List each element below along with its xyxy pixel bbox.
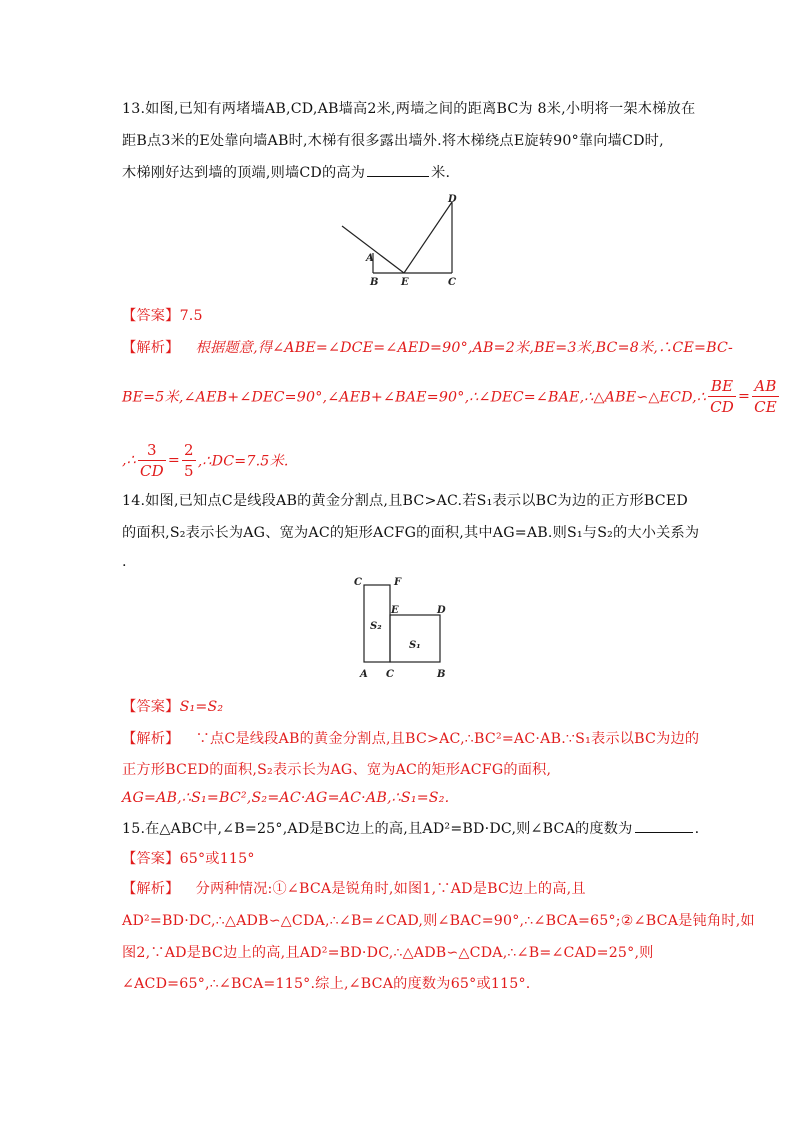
q15-text-line-1 (122, 818, 699, 838)
equals-sign: = (167, 452, 180, 469)
q13-analysis-line-1 (122, 337, 733, 357)
q14-text-line-1: 14.如图,已知点C是线段AB的黄金分割点,且BC>AC.若S₁表示以BC为边的正方形BCED (122, 493, 688, 509)
answer-value: S₁=S₂ (179, 699, 224, 715)
label-e: E (391, 605, 399, 616)
answer-blank (367, 164, 429, 177)
analysis-tag: 【解析】 (122, 731, 180, 747)
fraction-denominator: CD (710, 398, 734, 416)
fraction-numerator: BE (708, 376, 736, 397)
answer-tag: 【答案】 (122, 308, 180, 324)
q14-figure (350, 575, 460, 685)
q15-analysis-line-4: ∠ACD=65°,∴∠BCA=115°.综上,∠BCA的度数为65°或115°. (122, 976, 531, 992)
q13-text-line-3-post: 米. (431, 165, 451, 181)
label-a: A (360, 669, 368, 680)
label-b: B (370, 277, 379, 288)
fraction-numerator: 2 (183, 441, 194, 459)
answer-tag: 【答案】 (122, 699, 180, 715)
answer-tag: 【答案】 (122, 851, 180, 867)
equals-sign: = (737, 388, 751, 405)
label-d: D (448, 194, 457, 205)
label-b: B (437, 669, 446, 680)
label-c: C (448, 277, 456, 288)
label-c-top: C (354, 577, 362, 588)
fraction-2-5 (182, 440, 196, 481)
answer-value: 65°或115° (179, 851, 255, 867)
fraction-numerator: 3 (138, 440, 166, 461)
fraction-numerator: AB (752, 376, 779, 397)
q14-analysis-line-2: 正方形BCED的面积,S₂表示长为AG、宽为AC的矩形ACFG的面积, (122, 762, 552, 778)
answer-blank (635, 820, 693, 833)
analysis-tag: 【解析】 (122, 881, 180, 897)
q14-text-line-3: . (122, 554, 127, 570)
analysis-text: ∵点C是线段AB的黄金分割点,且BC>AC,∴BC²=AC·AB.∵S₁表示以BC为边的 (195, 731, 700, 747)
fraction-be-cd (708, 376, 736, 417)
label-s2: S₂ (370, 621, 382, 632)
q13-analysis-line-2 (122, 376, 781, 417)
analysis-text: 分两种情况:①∠BCA是锐角时,如图1,∵AD是BC边上的高,且 (195, 881, 586, 897)
label-d: D (437, 605, 446, 616)
q13-analysis-line-3 (122, 440, 289, 481)
analysis-text: ,∴ (122, 452, 136, 469)
q14-analysis-line-1 (122, 728, 699, 748)
analysis-text: ,∴DC=7.5米. (197, 453, 289, 470)
analysis-text: 根据题意,得∠ABE=∠DCE=∠AED=90°,AB=2米,BE=3米,BC=8米,∴CE=BC- (195, 340, 734, 356)
q15-text-post: . (694, 821, 700, 837)
q15-answer (122, 848, 255, 868)
fraction-denominator: 5 (183, 462, 194, 480)
fraction-denominator: CD (139, 462, 164, 480)
label-a: A (366, 253, 374, 264)
q15-text-pre: 15.在△ABC中,∠B=25°,AD是BC边上的高,且AD²=BD·DC,则∠BCA的度数为 (122, 821, 633, 837)
q13-text-line-3 (122, 162, 450, 182)
q13-answer (122, 305, 203, 325)
q13-text-line-3-pre: 木梯刚好达到墙的顶端,则墙CD的高为 (122, 165, 366, 181)
q15-analysis-line-1 (122, 878, 586, 898)
q13-figure (330, 190, 470, 294)
answer-value: 7.5 (179, 308, 203, 324)
fraction-3-cd (138, 440, 166, 481)
q13-text-line-2: 距B点3米的E处靠向墙AB时,木梯有很多露出墙外.将木梯绕点E旋转90°靠向墙CD时, (122, 133, 664, 149)
q14-answer (122, 696, 223, 716)
analysis-tag: 【解析】 (122, 340, 180, 356)
square-bced (390, 615, 440, 662)
label-c-bottom: C (386, 669, 394, 680)
q14-analysis-line-3: AG=AB,∴S₁=BC²,S₂=AC·AG=AC·AB,∴S₁=S₂. (122, 790, 450, 806)
label-f: F (394, 577, 402, 588)
q13-text-line-1: 13.如图,已知有两堵墙AB,CD,AB墙高2米,两墙之间的距离BC为 8米,小明将一架木梯放在 (122, 101, 696, 117)
q14-text-line-2: 的面积,S₂表示长为AG、宽为AC的矩形ACFG的面积,其中AG=AB.则S₁与S₂的大小关系为 (122, 525, 700, 541)
q15-analysis-line-2: AD²=BD·DC,∴△ADB∽△CDA,∴∠B=∠CAD,则∠BAC=90°,∴∠BCA=65°;②∠BCA是钝角时,如 (122, 913, 755, 929)
q15-analysis-line-3: 图2,∵AD是BC边上的高,且AD²=BD·DC,∴△ADB∽△CDA,∴∠B=∠CAD=25°,则 (122, 945, 654, 961)
fraction-ab-ce (752, 376, 779, 417)
analysis-text: BE=5米,∠AEB+∠DEC=90°,∠AEB+∠BAE=90°,∴∠DEC=∠BAE,∴△ABE∽△ECD,∴ (122, 389, 707, 406)
fraction-denominator: CE (754, 398, 777, 416)
label-e: E (401, 277, 409, 288)
ladder-right-line (404, 202, 452, 273)
label-s1: S₁ (409, 640, 421, 651)
